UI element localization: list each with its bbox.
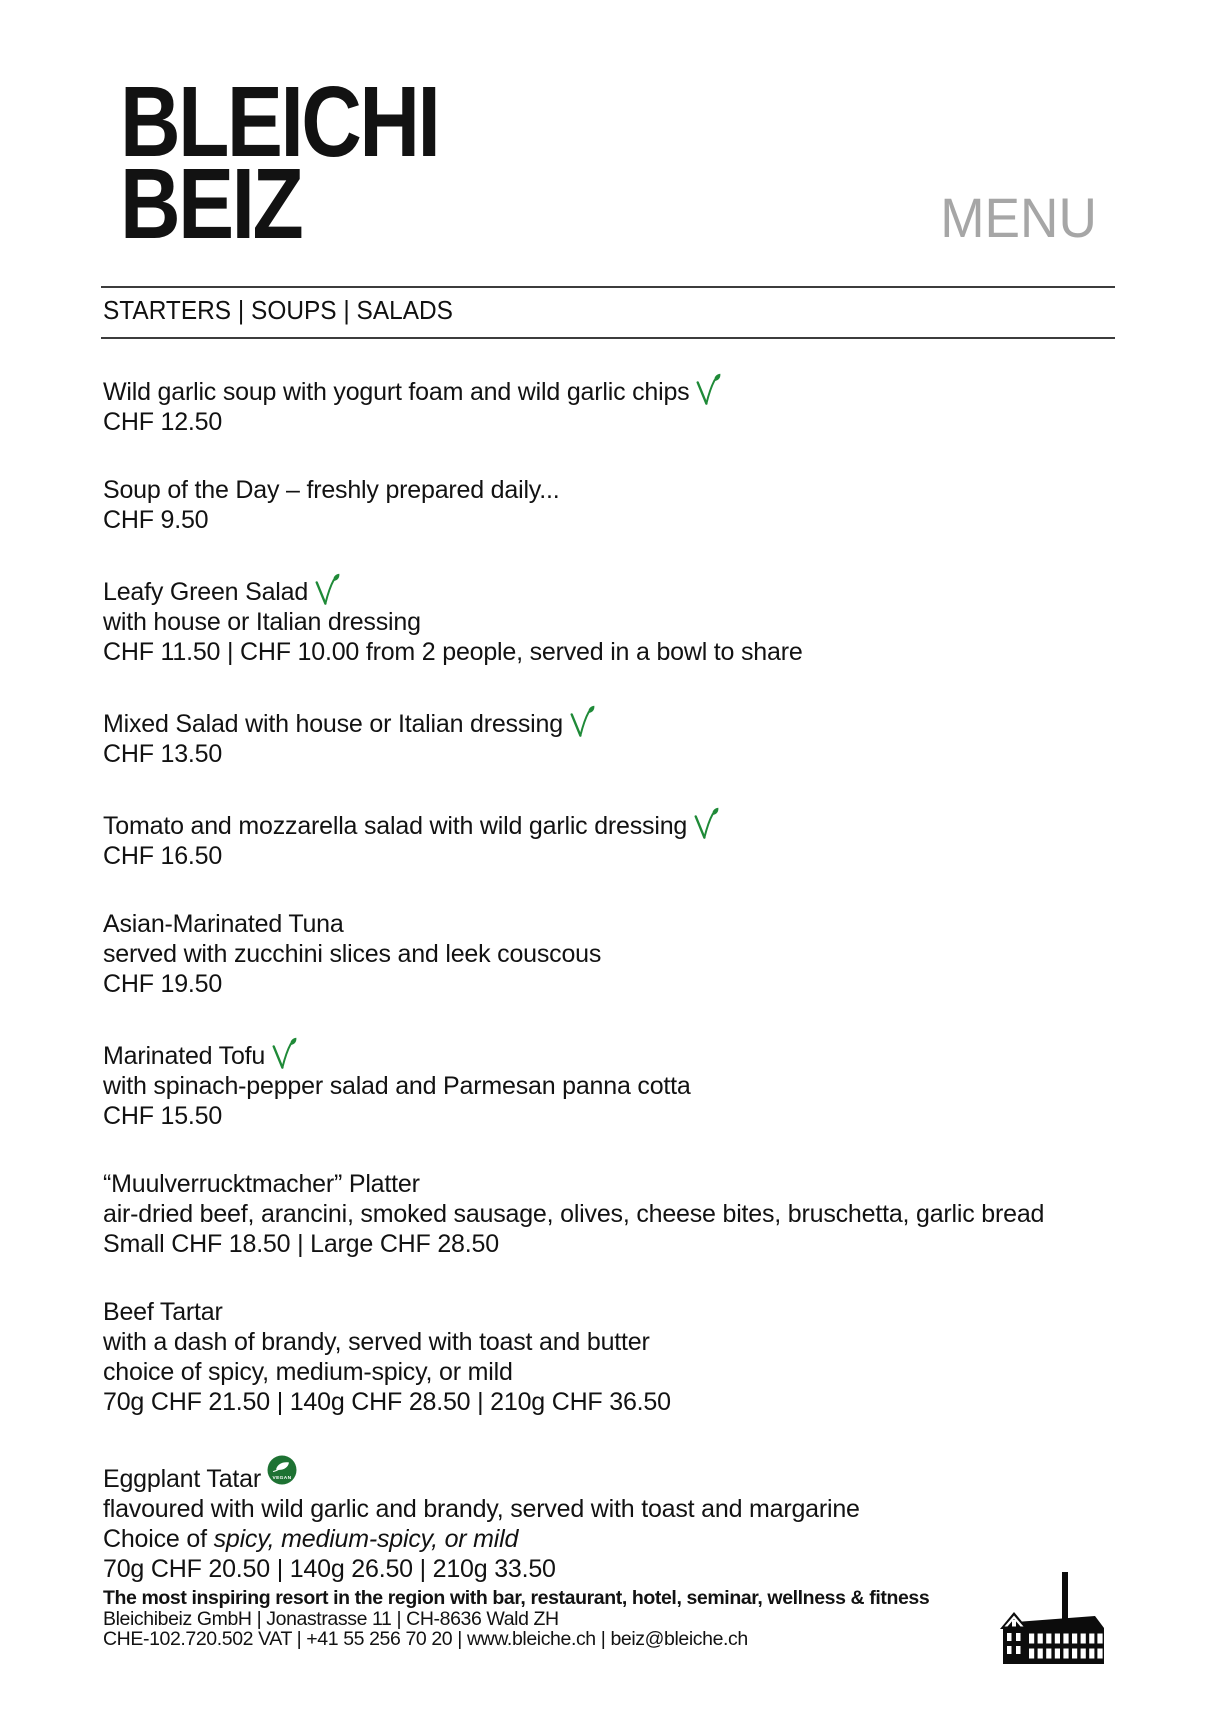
item-title-text: “Muulverrucktmacher” Platter [103,1170,420,1198]
item-title-text: Marinated Tofu [103,1042,266,1070]
footer-address: Bleichibeiz GmbH | Jonastrasse 11 | CH-8636 Wald ZH [103,1607,559,1630]
item-title [103,475,1115,505]
item-title [103,909,1115,939]
item-title [103,573,1115,607]
item-title [103,1455,1115,1494]
item-title [103,1169,1115,1199]
page-title: MENU [940,186,1097,249]
item-title-text: Beef Tartar [103,1298,223,1326]
menu-item [103,1037,1115,1131]
item-price: 70g CHF 20.50 | 140g 26.50 | 210g 33.50 [103,1555,556,1583]
restaurant-logo [120,66,439,260]
item-title-text: Soup of the Day – freshly prepared daily... [103,476,560,504]
item-title-text: Leafy Green Salad [103,578,309,606]
vegetarian-leaf-icon [569,705,595,739]
menu-items [103,373,1115,1622]
item-description: with spinach-pepper salad and Parmesan panna cotta [103,1072,691,1100]
item-title [103,807,1115,841]
divider-bottom [101,337,1115,339]
item-title-text: Tomato and mozzarella salad with wild garlic dressing [103,812,688,840]
item-title-text: Asian-Marinated Tuna [103,910,344,938]
item-description: with house or Italian dressing [103,608,421,636]
item-description: choice of spicy, medium-spicy, or mild [103,1358,513,1386]
vegetarian-leaf-icon [695,373,721,407]
item-price: CHF 16.50 [103,842,223,870]
item-description: air-dried beef, arancini, smoked sausage, olives, cheese bites, bruschetta, garlic bread [103,1200,1045,1228]
item-price: CHF 13.50 [103,740,223,768]
item-price: CHF 11.50 | CHF 10.00 from 2 people, served in a bowl to share [103,638,803,666]
item-title [103,373,1115,407]
menu-item [103,807,1115,871]
logo-line-2: BEIZ [120,148,302,260]
footer-tagline: The most inspiring resort in the region with bar, restaurant, hotel, seminar, wellness & fitness [103,1587,930,1609]
item-title [103,705,1115,739]
menu-item [103,1455,1115,1584]
menu-item [103,909,1115,999]
factory-building-icon [1000,1572,1112,1673]
item-description: served with zucchini slices and leek couscous [103,940,602,968]
item-title-text: Mixed Salad with house or Italian dressing [103,710,563,738]
item-price: 70g CHF 21.50 | 140g CHF 28.50 | 210g CHF 36.50 [103,1388,671,1416]
item-description-part: spicy, medium-spicy, or mild [213,1525,519,1553]
section-title: STARTERS | SOUPS | SALADS [103,295,453,325]
menu-item [103,1297,1115,1417]
item-description-part: Choice of [103,1525,214,1553]
item-title [103,1297,1115,1327]
vegan-badge-icon [267,1455,297,1494]
menu-item [103,573,1115,667]
menu-item [103,373,1115,437]
item-description [103,1524,1115,1554]
vegetarian-leaf-icon [314,573,340,607]
item-description: with a dash of brandy, served with toast and butter [103,1328,650,1356]
menu-item [103,1169,1115,1259]
item-price: Small CHF 18.50 | Large CHF 28.50 [103,1230,499,1258]
item-price: CHF 15.50 [103,1102,223,1130]
item-title-text: Wild garlic soup with yogurt foam and wild garlic chips [103,378,690,406]
vegan-badge-label: VEGAN [272,1476,292,1481]
item-description: flavoured with wild garlic and brandy, served with toast and margarine [103,1495,860,1523]
vegetarian-leaf-icon [693,807,719,841]
item-price: CHF 19.50 [103,970,223,998]
menu-item [103,705,1115,769]
menu-item [103,475,1115,535]
item-title [103,1037,1115,1071]
item-price: CHF 12.50 [103,408,223,436]
divider-top [101,286,1115,288]
item-title-text: Eggplant Tatar [103,1465,261,1493]
footer [103,1588,1003,1650]
item-price: CHF 9.50 [103,506,209,534]
footer-contact: CHE-102.720.502 VAT | +41 55 256 70 20 | www.bleiche.ch | beiz@bleiche.ch [103,1628,748,1650]
vegetarian-leaf-icon [271,1037,297,1071]
logo-line-1: BLEICHI [120,66,439,178]
